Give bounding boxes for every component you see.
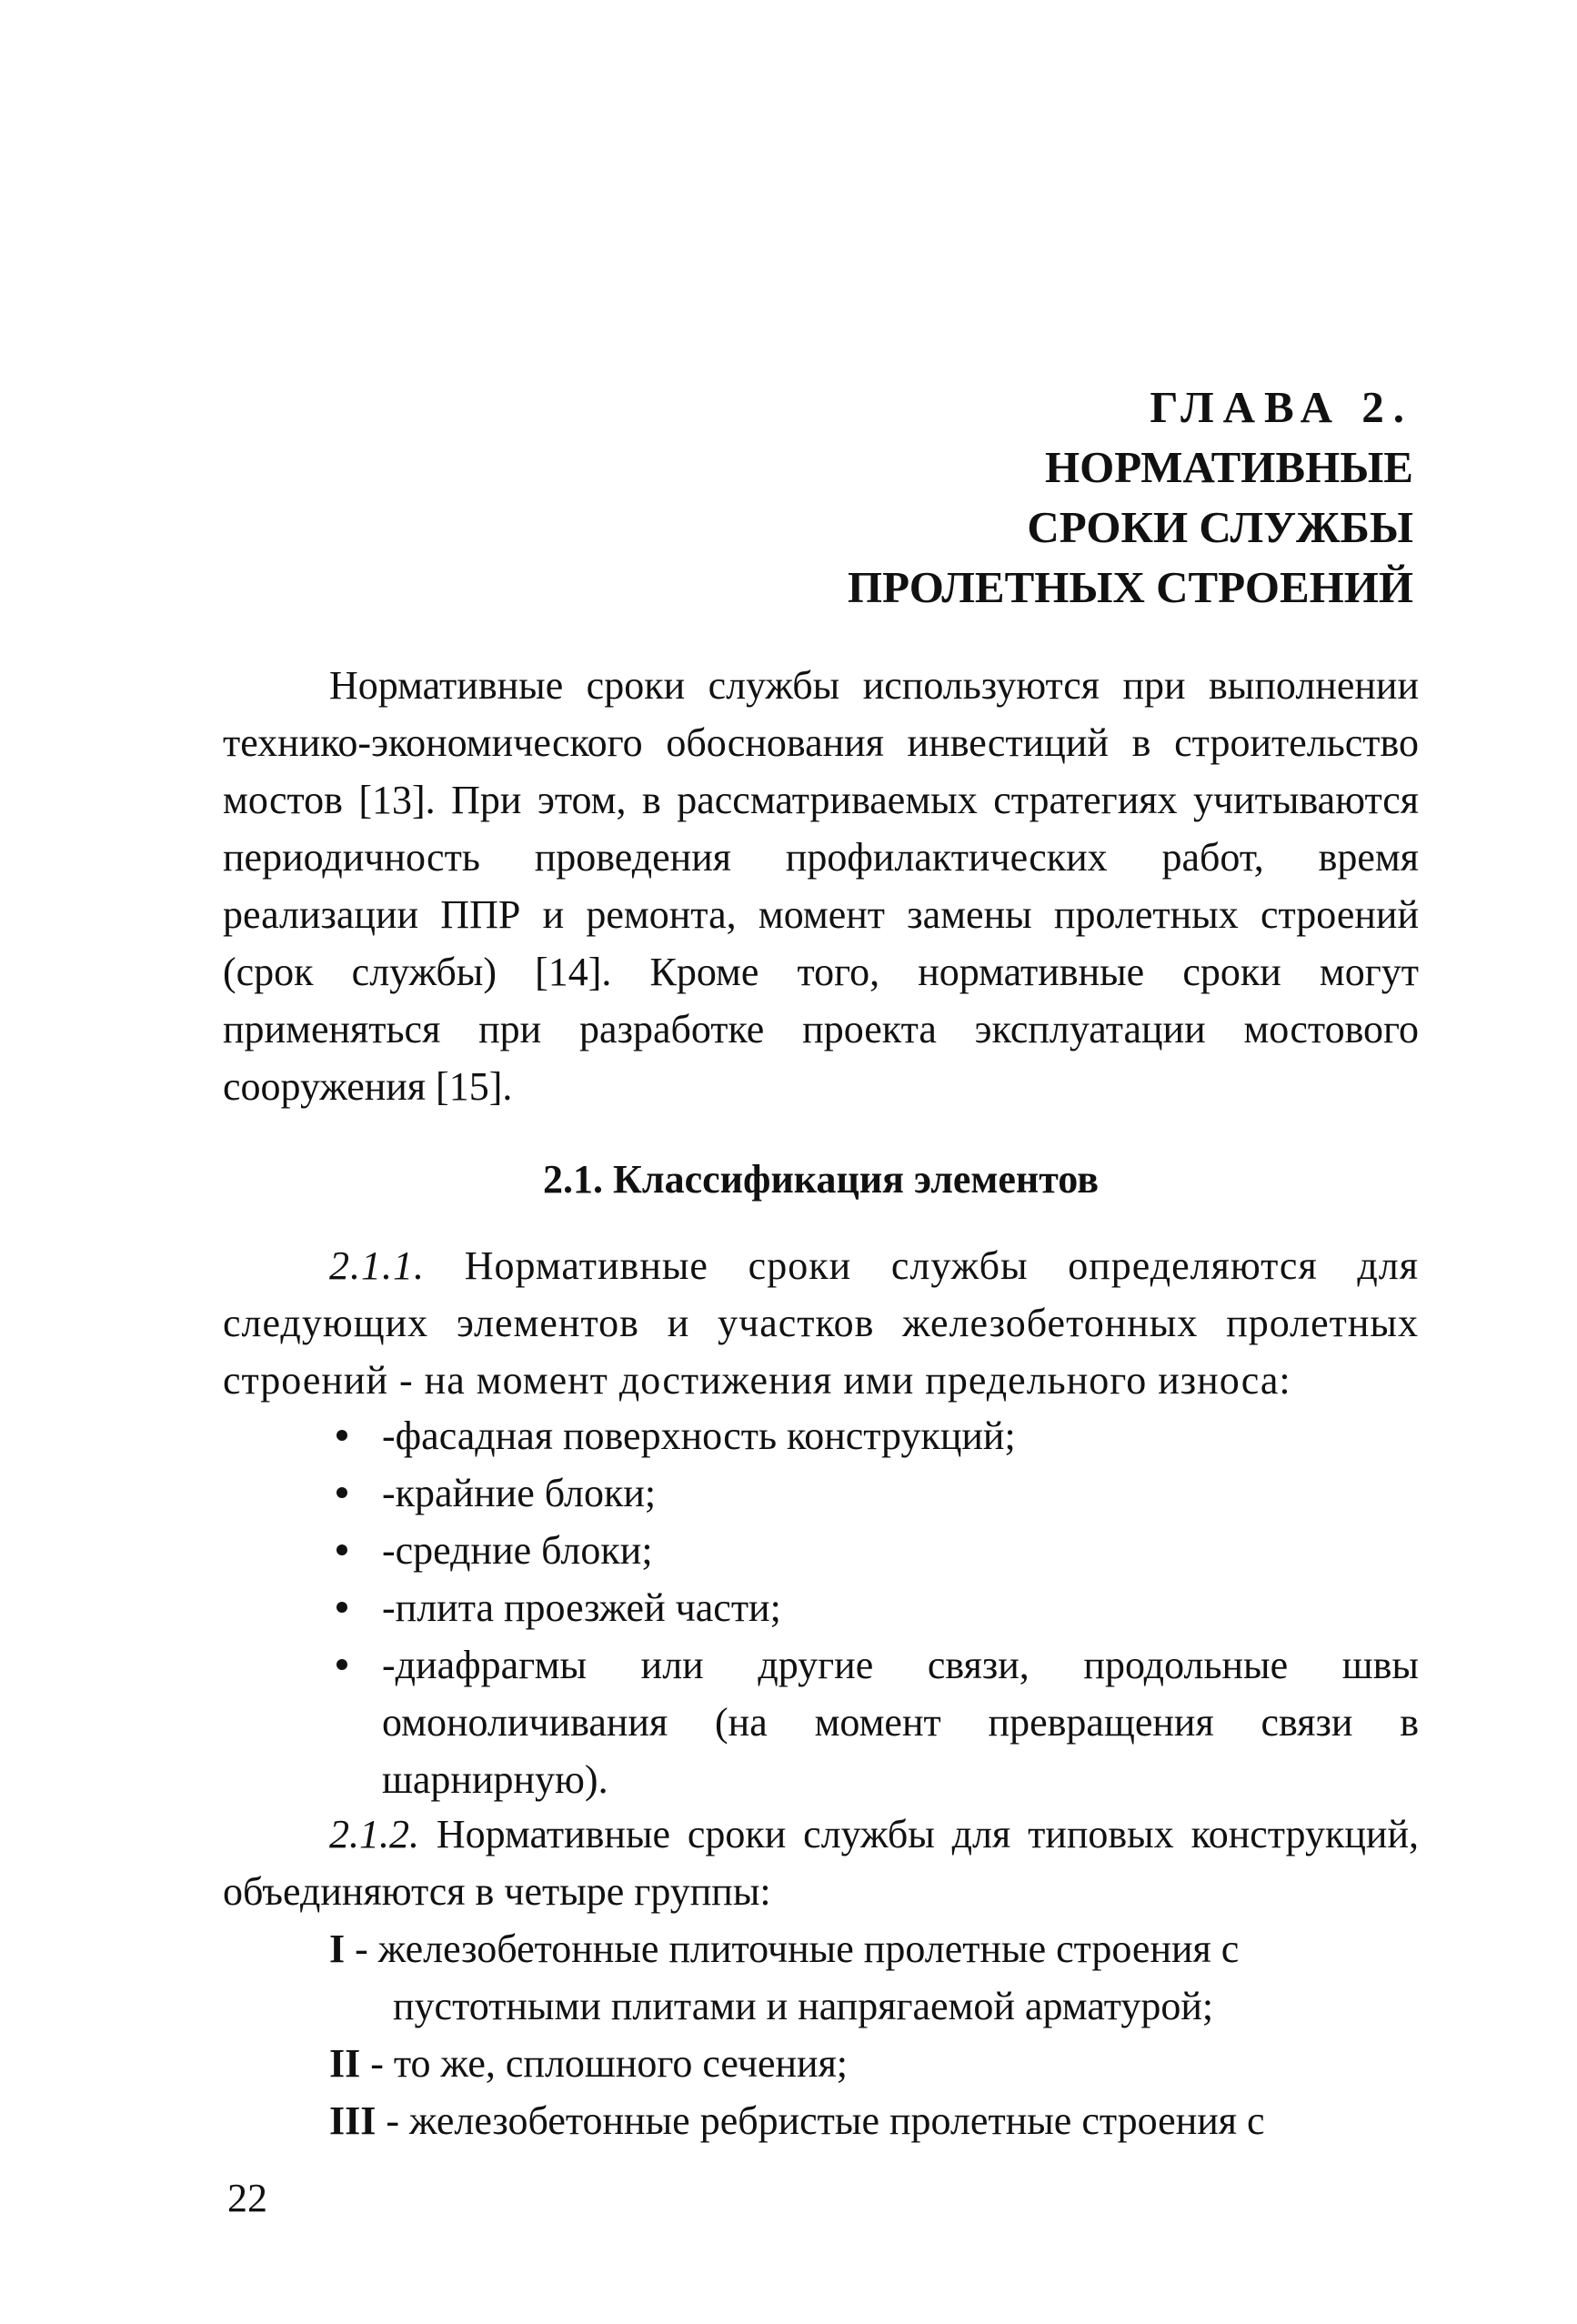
list-item-text: -фасадная поверхность конструкций; xyxy=(382,1414,1016,1458)
paragraph-number: 2.1.2. xyxy=(329,1812,419,1856)
list-item-text: -крайние блоки; xyxy=(382,1471,657,1515)
list-item xyxy=(329,1407,1419,1464)
paragraph-text: Нормативные сроки службы для типовых конструкций, объединяются в четыре группы: xyxy=(223,1812,1419,1914)
group-item xyxy=(329,2035,1419,2092)
bullet-icon xyxy=(336,1430,347,1441)
chapter-heading xyxy=(848,377,1413,618)
list-item-text: -диафрагмы или другие связи, продольные швы омоноличивания (на момент превращения связи в шарнирную). xyxy=(382,1643,1419,1802)
group-numeral: III xyxy=(329,2098,377,2143)
group-list xyxy=(329,1920,1419,2149)
group-text: - железобетонные ребристые пролетные строения с xyxy=(376,2098,1265,2143)
list-item-text: -плита проезжей части; xyxy=(382,1585,781,1630)
list-item xyxy=(329,1522,1419,1579)
element-list xyxy=(329,1407,1419,1808)
bullet-icon xyxy=(336,1544,347,1555)
paragraph-text: Нормативные сроки службы определяются для следующих элементов и участков железобетонных пролетных строений - на момент достижения ими предельного износа: xyxy=(223,1243,1419,1403)
page-number: 22 xyxy=(227,2176,267,2220)
list-item xyxy=(329,1579,1419,1636)
chapter-title-line-3: ПРОЛЕТНЫХ СТРОЕНИЙ xyxy=(847,562,1413,612)
paragraph-number: 2.1.1. xyxy=(329,1243,425,1288)
paragraph-2-1-1 xyxy=(223,1237,1419,1409)
chapter-title-line-1: НОРМАТИВНЫЕ xyxy=(1045,442,1413,492)
group-item xyxy=(329,1920,1419,2035)
intro-paragraph: Нормативные сроки службы используются при выполнении технико-экономического обоснования инвестиций в строительство мостов [13]. При этом, в рассматриваемых стратегиях учитываются периодичность проведения профилактических работ, время реализации ППР и ремонта, момент замены пролетных строений (срок службы) [14]. Кроме того, нормативные сроки могут применяться при разработке проекта эксплуатации мостового сооружения [15]. xyxy=(223,663,1419,1109)
bullet-icon xyxy=(336,1602,347,1613)
bullet-icon xyxy=(336,1659,347,1670)
group-text: - то же, сплошного сечения; xyxy=(360,2041,849,2086)
list-item xyxy=(329,1636,1419,1808)
bullet-icon xyxy=(336,1487,347,1498)
paragraph-2-1-2 xyxy=(223,1806,1419,1920)
group-text: - железобетонные плиточные пролетные строения с пустотными плитами и напрягаемой арматурой; xyxy=(345,1927,1240,2028)
list-item-text: -средние блоки; xyxy=(382,1528,653,1573)
group-numeral: I xyxy=(329,1927,346,1971)
chapter-title-line-2: СРОКИ СЛУЖБЫ xyxy=(1027,502,1413,552)
chapter-label: ГЛАВА 2. xyxy=(1150,382,1413,432)
group-item xyxy=(329,2092,1419,2149)
section-title: 2.1. Классификация элементов xyxy=(543,1157,1099,1202)
group-numeral: II xyxy=(329,2041,361,2086)
list-item xyxy=(329,1464,1419,1522)
